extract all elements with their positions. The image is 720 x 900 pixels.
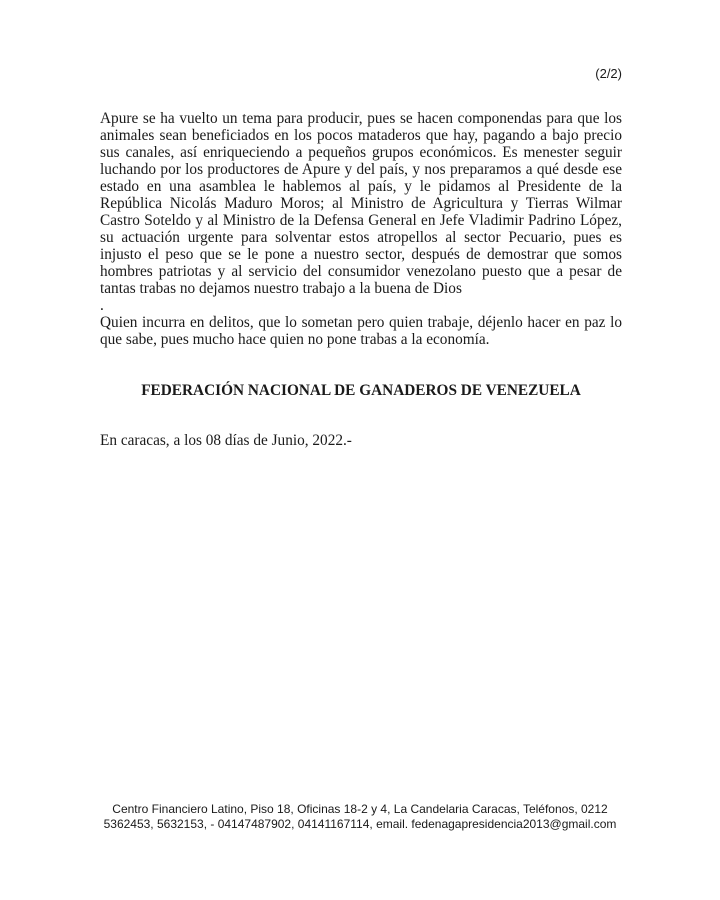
page-number: (2/2) <box>595 66 622 81</box>
body-paragraph: Quien incurra en delitos, que lo sometan pero quien trabaje, déjenlo hacer en paz lo que sabe, pues mucho hace quien no pone trabas a la economía. <box>100 314 622 348</box>
place-date: En caracas, a los 08 días de Junio, 2022.- <box>100 432 352 449</box>
footer-contact <box>60 802 660 832</box>
organization-name: FEDERACIÓN NACIONAL DE GANADEROS DE VENEZUELA <box>141 382 581 399</box>
body-paragraph: Apure se ha vuelto un tema para producir, pues se hacen componendas para que los animales sean beneficiados en los pocos mataderos que hay, pagando a bajo precio sus canales, así enriqueciendo a pequeños grupos económicos. Es menester seguir luchando por los productores de Apure y del país, y nos preparamos a qué desde ese estado en una asamblea le hablemos al país, y le pidamos al Presidente de la República Nicolás Maduro Moros; al Ministro de Agricultura y Tierras Wilmar Castro Soteldo y al Ministro de la Defensa General en Jefe Vladimir Padrino López, su actuación urgente para solventar estos atropellos al sector Pecuario, pues es injusto el peso que se le pone a nuestro sector, después de demostrar que somos hombres patriotas y al servicio del consumidor venezolano puesto que a pesar de tantas trabas no dejamos nuestro trabajo a la buena de Dios <box>100 110 622 297</box>
footer-address-line: Centro Financiero Latino, Piso 18, Oficinas 18-2 y 4, La Candelaria Caracas, Teléfonos, 0212 <box>112 802 608 816</box>
separator-dot: . <box>100 297 104 314</box>
letter-body <box>100 110 622 348</box>
footer-contact-line: 5362453, 5632153, - 04147487902, 04141167114, email. fedenagapresidencia2013@gmail.com <box>103 817 617 831</box>
